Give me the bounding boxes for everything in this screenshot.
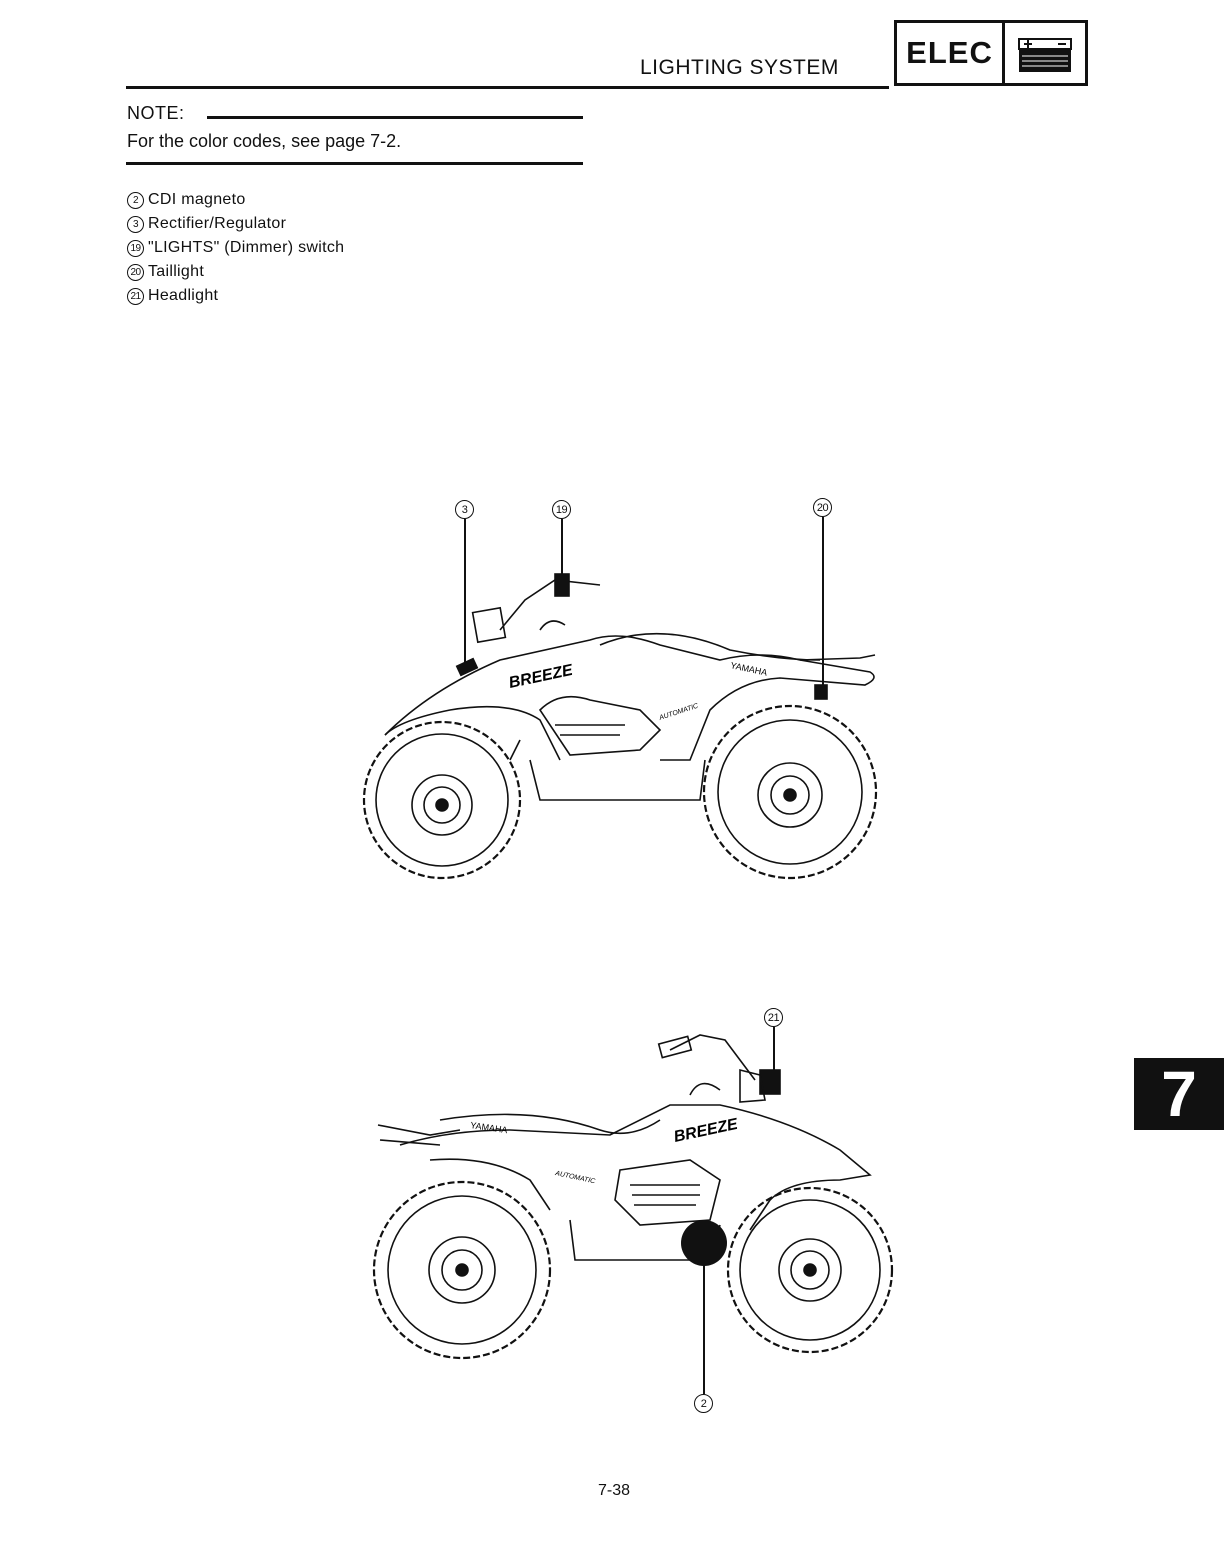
section-title: LIGHTING SYSTEM [640,56,839,79]
legend-number: 2 [127,192,144,209]
legend-number: 19 [127,240,144,257]
callout-cdi-magneto: 2 [694,1394,713,1413]
legend-label: Taillight [148,263,205,280]
legend-label: Rectifier/Regulator [148,215,287,232]
callout-headlight: 21 [764,1008,783,1027]
header-rule [126,86,889,89]
legend-item [127,260,344,284]
legend-label: "LIGHTS" (Dimmer) switch [148,239,345,256]
note-label: NOTE: [127,103,185,123]
legend-label: CDI magneto [148,191,246,208]
battery-icon [1005,23,1085,83]
section-badge [894,20,1088,86]
callout-lights-switch: 19 [552,500,571,519]
decal-automatic: AUTOMATIC [554,1170,596,1186]
legend-item [127,212,344,236]
legend-number: 20 [127,264,144,281]
decal-yamaha: YAMAHA [729,660,769,678]
badge-label: ELEC [897,23,1005,83]
atv-left-side-illustration [360,560,890,900]
decal-breeze: BREEZE [507,661,575,692]
decal-yamaha: YAMAHA [469,1120,509,1136]
legend-label: Headlight [148,287,219,304]
note-rule-bottom [126,162,583,165]
note-rule [207,116,583,119]
leader-line [561,519,563,575]
legend-number: 3 [127,216,144,233]
callout-taillight: 20 [813,498,832,517]
legend-item [127,284,344,308]
page-number: 7-38 [598,1482,631,1499]
callout-rectifier: 3 [455,500,474,519]
legend-item [127,236,344,260]
decal-breeze: BREEZE [672,1115,740,1146]
parts-legend [127,188,344,308]
decal-automatic: AUTOMATIC [658,702,700,722]
note-text: For the color codes, see page 7-2. [127,131,402,151]
legend-number: 21 [127,288,144,305]
leader-line [773,1027,775,1077]
leader-line [822,517,824,687]
leader-line [703,1262,705,1394]
atv-right-side-illustration [370,1030,900,1375]
legend-item [127,188,344,212]
leader-line [464,519,466,669]
chapter-tab: 7 [1134,1058,1224,1130]
